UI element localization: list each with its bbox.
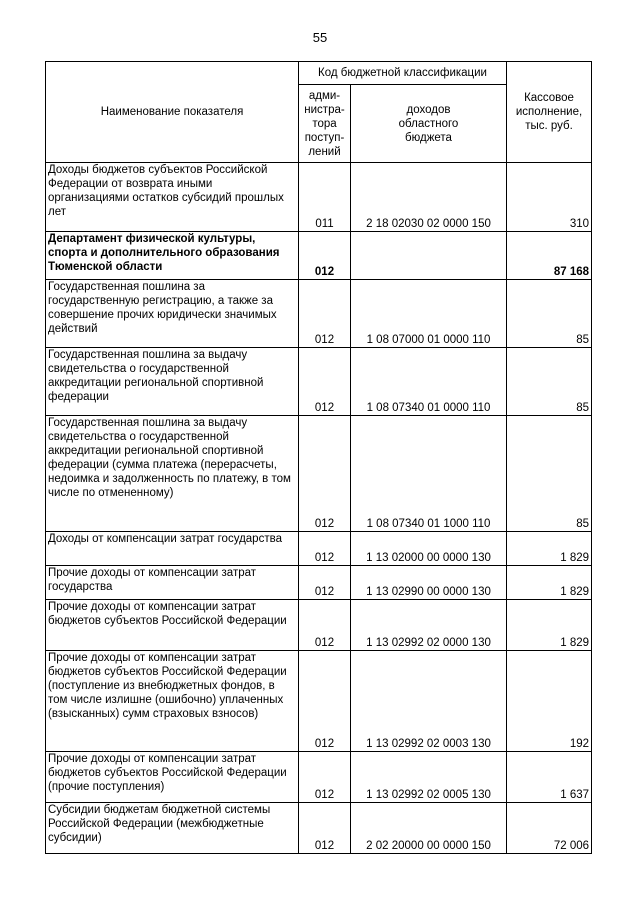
cell-amount: 87 168: [507, 232, 592, 280]
header-income-code: доходов областного бюджета: [351, 85, 507, 163]
cell-amount: 1 829: [507, 532, 592, 566]
table-row: [46, 651, 592, 752]
cell-amount: 85: [507, 416, 592, 532]
cell-code: [351, 232, 507, 280]
cell-name: Доходы бюджетов субъектов Российской Федерации от возврата иными организациями остатков субсидий прошлых лет: [46, 163, 299, 232]
header-name: Наименование показателя: [46, 62, 299, 163]
cell-code: 1 13 02990 00 0000 130: [351, 566, 507, 600]
cell-admin: 012: [299, 752, 351, 803]
cell-name: Прочие доходы от компенсации затрат государства: [46, 566, 299, 600]
cell-admin: 011: [299, 163, 351, 232]
cell-name: Государственная пошлина за выдачу свидетельства о государственной аккредитации региональной спортивной федерации: [46, 348, 299, 416]
table-row: [46, 566, 592, 600]
cell-code: 1 13 02992 02 0000 130: [351, 600, 507, 651]
cell-name: Субсидии бюджетам бюджетной системы Российской Федерации (межбюджетные субсидии): [46, 803, 299, 854]
cell-admin: 012: [299, 532, 351, 566]
table-row: [46, 803, 592, 854]
table-row: [46, 600, 592, 651]
cell-amount: 192: [507, 651, 592, 752]
cell-code: 2 02 20000 00 0000 150: [351, 803, 507, 854]
cell-code: 1 08 07000 01 0000 110: [351, 280, 507, 348]
cell-name: Прочие доходы от компенсации затрат бюджетов субъектов Российской Федерации (прочие поступления): [46, 752, 299, 803]
cell-admin: 012: [299, 280, 351, 348]
table-row: [46, 280, 592, 348]
header-admin: адми- нистра- тора поступ- лений: [299, 85, 351, 163]
cell-name: Государственная пошлина за выдачу свидетельства о государственной аккредитации региональной спортивной федерации (сумма платежа (перерасчеты, недоимка и задолженность по платежу, в том числе по отмененному): [46, 416, 299, 532]
table-row: [46, 163, 592, 232]
table-row: [46, 416, 592, 532]
cell-amount: 72 006: [507, 803, 592, 854]
budget-table: [45, 61, 592, 854]
cell-amount: 1 637: [507, 752, 592, 803]
cell-code: 1 13 02992 02 0003 130: [351, 651, 507, 752]
cell-admin: 012: [299, 600, 351, 651]
cell-admin: 012: [299, 566, 351, 600]
cell-code: 2 18 02030 02 0000 150: [351, 163, 507, 232]
cell-admin: 012: [299, 803, 351, 854]
cell-name: Департамент физической культуры, спорта и дополнительного образования Тюменской области: [46, 232, 299, 280]
cell-amount: 85: [507, 348, 592, 416]
cell-code: 1 13 02992 02 0005 130: [351, 752, 507, 803]
cell-name: Доходы от компенсации затрат государства: [46, 532, 299, 566]
header-code-group: Код бюджетной классификации: [299, 62, 507, 85]
cell-amount: 1 829: [507, 600, 592, 651]
table-row: [46, 348, 592, 416]
cell-amount: 310: [507, 163, 592, 232]
cell-code: 1 08 07340 01 1000 110: [351, 416, 507, 532]
cell-code: 1 13 02000 00 0000 130: [351, 532, 507, 566]
cell-admin: 012: [299, 348, 351, 416]
table-row: [46, 532, 592, 566]
cell-amount: 1 829: [507, 566, 592, 600]
table-row: [46, 752, 592, 803]
table-body: [46, 163, 592, 854]
cell-admin: 012: [299, 416, 351, 532]
cell-name: Прочие доходы от компенсации затрат бюджетов субъектов Российской Федерации: [46, 600, 299, 651]
cell-code: 1 08 07340 01 0000 110: [351, 348, 507, 416]
page-number: 55: [312, 30, 328, 45]
table-row: [46, 232, 592, 280]
cell-name: Прочие доходы от компенсации затрат бюджетов субъектов Российской Федерации (поступление из внебюджетных фондов, в том числе излишне (ошибочно) уплаченных (взысканных) сумм страховых взносов): [46, 651, 299, 752]
cell-admin: 012: [299, 651, 351, 752]
cell-admin: 012: [299, 232, 351, 280]
cell-amount: 85: [507, 280, 592, 348]
header-amount: Кассовое исполнение, тыс. руб.: [507, 62, 592, 163]
cell-name: Государственная пошлина за государственную регистрацию, а также за совершение прочих юридически значимых действий: [46, 280, 299, 348]
table-header: [46, 62, 592, 163]
